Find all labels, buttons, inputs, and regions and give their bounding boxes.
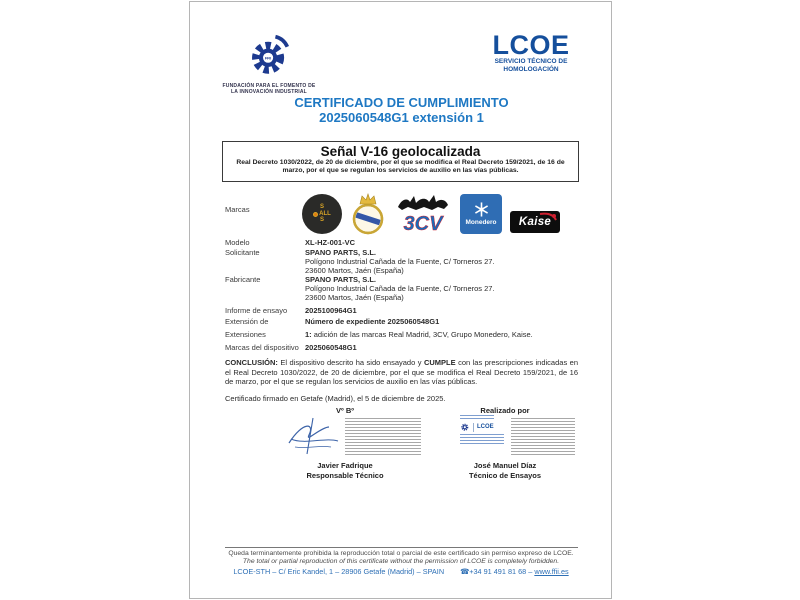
conclusion-text2: con las prescripciones indicadas en el Real Decreto 1030/2022, de 20 de diciembre, por el que se modifica el Real Decreto 159/2021, de 16 de marzo, por el que se regulan los servicios de auxilio en las vías públicas.	[225, 358, 579, 387]
3cv-text: 3CV	[403, 213, 443, 235]
footer-legal-es: Queda terminantemente prohibida la reproducción total o parcial de este certificado sin permiso expreso de LCOE.	[228, 550, 574, 557]
right-signer-name: José Manuel Díaz	[473, 461, 537, 470]
ffii-caption-line2: LA INNOVACIÓN INDUSTRIAL	[231, 89, 307, 95]
field-label-informe: Informe de ensayo	[225, 306, 288, 315]
ffii-gear-icon	[247, 32, 291, 78]
field-label-extension-de: Extensión de	[225, 317, 269, 326]
lcoe-wordmark: LCOE	[492, 30, 570, 60]
stamp-divider	[473, 423, 474, 432]
sosall-brand-logo	[302, 194, 342, 234]
field-label-modelo: Modelo	[225, 238, 250, 247]
footer-legal-en: The total or partial reproduction of this certificate without the permission of LCOE is completely forbidden.	[242, 558, 560, 565]
extensiones-text: adición de las marcas Real Madrid, 3CV, Grupo Monedero, Kaise.	[311, 330, 533, 339]
monedero-text: Monedero	[465, 219, 497, 226]
certificate-sheet	[189, 1, 612, 599]
monedero-brand-logo	[460, 194, 502, 234]
sosall-dot-icon	[313, 212, 318, 217]
field-label-marcas-dispositivo: Marcas del dispositivo	[225, 343, 299, 352]
field-label-extensiones: Extensiones	[225, 330, 266, 339]
footer-phone: +34 91 491 81 68	[469, 567, 527, 576]
realizado-por-header: Realizado por	[480, 406, 530, 415]
footer-separator	[225, 547, 578, 548]
solicitante-address1: Polígono Industrial Cañada de la Fuente, C/ Torneros 27.	[305, 257, 495, 266]
real-madrid-crest-icon	[350, 192, 386, 236]
fabricante-name: SPANO PARTS, S.L.	[305, 275, 376, 284]
lcoe-subtitle-line1: SERVICIO TÉCNICO DE	[494, 58, 568, 65]
lcoe-stamp	[460, 415, 506, 455]
brand-logos-row	[302, 192, 568, 238]
fabricante-address1: Polígono Industrial Cañada de la Fuente, C/ Torneros 27.	[305, 284, 495, 293]
left-signer-role: Responsable Técnico	[306, 470, 384, 480]
digital-signature-details-left	[345, 418, 421, 456]
brands-label: Marcas	[225, 205, 250, 214]
field-label-solicitante: Solicitante	[225, 248, 260, 257]
right-signer-role: Técnico de Ensayos	[468, 470, 542, 480]
digital-signature-details-right	[511, 418, 575, 456]
kaise-brand-logo	[510, 211, 560, 233]
field-value-extension-de: Número de expediente 2025060548G1	[305, 317, 440, 326]
monedero-snowflake-icon	[474, 202, 489, 217]
conclusion-bold2: CUMPLE	[423, 358, 456, 367]
sosall-mid-text: ALL	[319, 210, 331, 217]
kaise-swoosh-icon	[510, 211, 560, 233]
title-line1: CERTIFICADO DE CUMPLIMIENTO	[294, 95, 509, 110]
solicitante-name: SPANO PARTS, S.L.	[305, 248, 376, 257]
field-value-marcas-dispositivo: 2025060548G1	[305, 343, 357, 352]
sosall-bottom-text: S	[319, 217, 324, 224]
fabricante-address2: 23600 Martos, Jaén (España)	[305, 293, 404, 302]
lcoe-logo	[485, 32, 577, 73]
left-signer-name: Javier Fadrique	[317, 461, 373, 470]
signed-statement: Certificado firmado en Getafe (Madrid), el 5 de diciembre de 2025.	[225, 394, 446, 403]
conclusion-bold1: CONCLUSIÓN:	[225, 358, 278, 367]
stamp-gear-icon	[460, 422, 470, 432]
lcoe-subtitle-line2: HOMOLOGACIÓN	[503, 65, 559, 73]
phone-icon: ☎	[460, 567, 470, 576]
field-value-informe: 2025100964G1	[305, 306, 357, 315]
left-signer	[280, 461, 410, 480]
field-label-fabricante: Fabricante	[225, 275, 261, 284]
certificate-title	[190, 95, 613, 125]
right-signer	[438, 461, 572, 480]
vobo-header: Vº Bº	[336, 406, 354, 415]
extensiones-prefix: 1:	[305, 330, 312, 339]
conclusion-paragraph	[225, 358, 578, 387]
signal-box	[222, 141, 579, 182]
field-value-modelo: XL-HZ-001-VC	[305, 238, 356, 247]
ffii-caption-line1: FUNDACIÓN PARA EL FOMENTO DE	[222, 83, 316, 89]
footer-address: LCOE-STH – C/ Eric Kandel, 1 – 28906 Getafe (Madrid) – SPAIN	[233, 567, 445, 576]
footer-contact-line	[196, 567, 606, 576]
right-signature-block	[460, 415, 575, 456]
title-line2: 2025060548G1 extensión 1	[319, 110, 484, 125]
solicitante-address2: 23600 Martos, Jaén (España)	[305, 266, 404, 275]
stamp-name-lines	[460, 415, 494, 420]
footer-web-link[interactable]: www.ffii.es	[534, 567, 569, 576]
svg-text:FFII: FFII	[264, 56, 272, 61]
stamp-lcoe-text: LCOE	[477, 424, 494, 430]
kaise-text: Kaise	[518, 216, 552, 228]
sosall-top-text: S	[319, 204, 324, 211]
left-signature-block	[285, 415, 421, 457]
stamp-address-lines	[460, 434, 504, 445]
footer-separator-dash: –	[526, 567, 535, 576]
signal-title: Señal V-16 geolocalizada	[320, 144, 481, 159]
ffii-logo	[208, 32, 330, 95]
conclusion-text1: El dispositivo descrito ha sido ensayado y	[277, 358, 424, 367]
handwritten-signature-icon	[285, 415, 341, 457]
field-value-extensiones	[305, 330, 533, 339]
3cv-brand-logo	[394, 192, 452, 236]
signal-subtitle: Real Decreto 1030/2022, de 20 de diciembre, por el que se modifica el Real Decreto 159/2021, de 16 de marzo, por el que se regulan los servicios de auxilio en las vías públicas.	[236, 159, 565, 174]
